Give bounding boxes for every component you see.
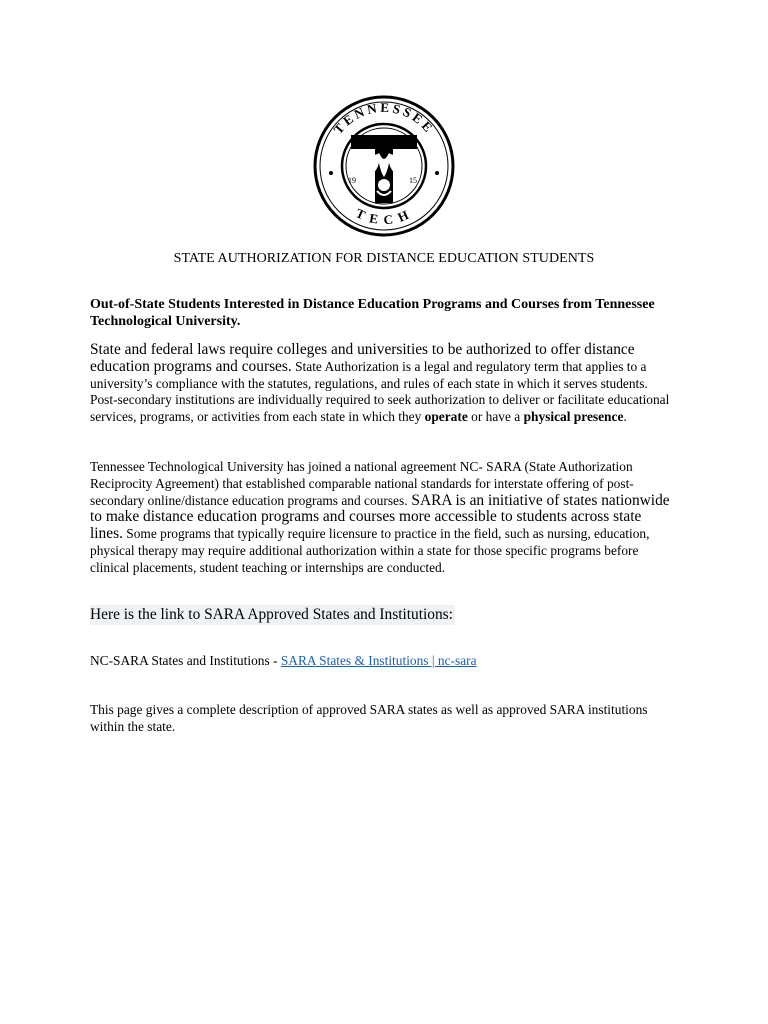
- seal-top-text: TENNESSEE: [330, 99, 438, 137]
- nc-sara-paragraph: [90, 459, 674, 577]
- seal-year-right: 15: [409, 176, 417, 185]
- para1-bold-physical-presence: physical presence: [523, 409, 624, 425]
- para1-mid: or have a: [467, 409, 524, 425]
- seal-year-left: 19: [348, 176, 356, 185]
- section-subheading: Out-of-State Students Interested in Distance Education Programs and Courses from Tennessee Technological University.: [90, 297, 655, 329]
- page-title: STATE AUTHORIZATION FOR DISTANCE EDUCATION STUDENTS: [173, 251, 595, 266]
- description-paragraph: This page gives a complete description of approved SARA states as well as approved SARA institutions within the state.: [90, 702, 648, 734]
- nc-sara-label: NC-SARA States and Institutions -: [90, 653, 281, 668]
- para2-part2: SARA is an initiative of states nationwide to make distance education programs and courses more accessible to students across state lines.: [90, 491, 670, 543]
- para1-lead: State and federal laws require colleges and universities to be authorized to offer distance education programs and courses.: [90, 341, 635, 375]
- authorization-paragraph: [90, 342, 674, 426]
- link-intro-text: Here is the link to SARA Approved States and Institutions:: [90, 606, 453, 623]
- para1-bold-operate: operate: [424, 409, 468, 425]
- para1-body: State Authorization is a legal and regulatory term that applies to a university’s compliance with the statutes, regulations, and rules of each state in which it serves students. Post-secondary institutions are individually required to seek authorization to deliver or facilitate educational services, programs, or activities from each state in which they: [90, 358, 670, 425]
- para2-part1: Tennessee Technological University has joined a national agreement NC- SARA (State Authorization Reciprocity Agreement) that established comparable national standards for interstate offering of post-secondary online/distance education programs and courses.: [90, 459, 634, 508]
- para1-end: .: [623, 409, 627, 425]
- tennessee-tech-seal-logo: [313, 93, 455, 239]
- sara-states-institutions-link[interactable]: SARA States & Institutions | nc-sara: [280, 653, 477, 668]
- para2-part3: Some programs that typically require licensure to practice in the field, such as nursing, education, physical therapy may require additional authorization within a state for those specific programs before clinical placements, student teaching or internships are conducted.: [90, 526, 650, 575]
- nc-sara-link-line: [90, 652, 674, 669]
- seal-bottom-text: TECH: [353, 205, 415, 228]
